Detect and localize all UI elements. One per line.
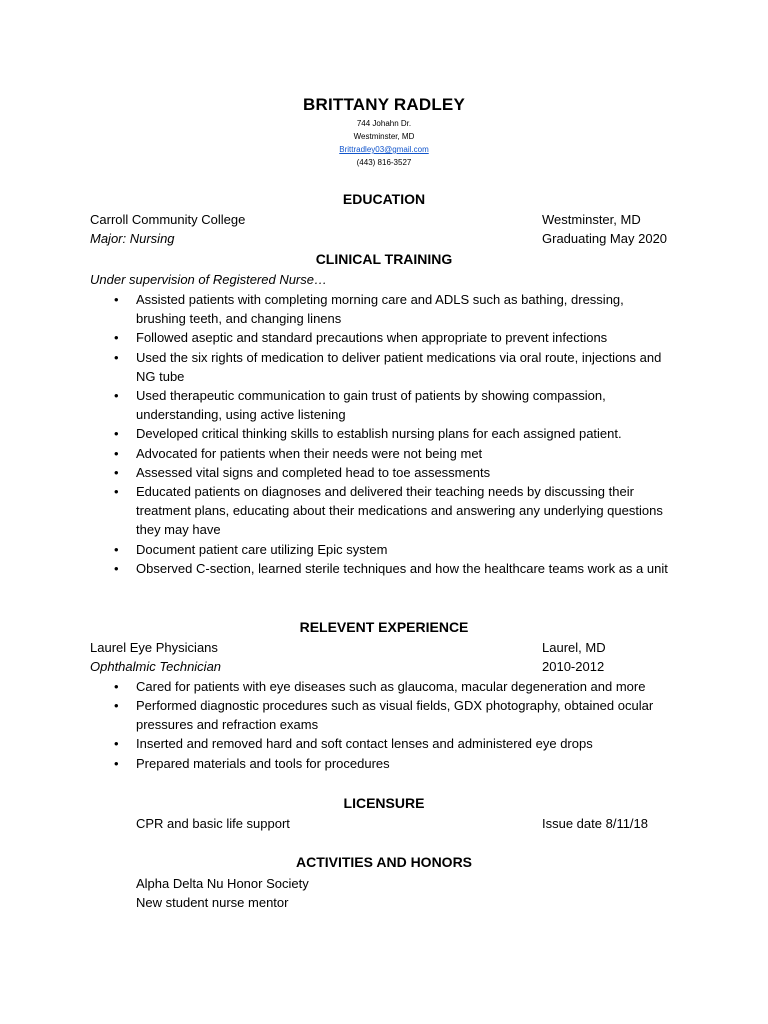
bullet-icon: • [114, 698, 119, 713]
clinical-intro: Under supervision of Registered Nurse… [90, 272, 327, 287]
list-item [114, 348, 674, 386]
list-item-text: Inserted and removed hard and soft contact lenses and administered eye drops [136, 736, 593, 751]
activities-heading: ACTIVITIES AND HONORS [295, 854, 473, 870]
list-item [114, 444, 674, 463]
bullet-icon: • [114, 736, 119, 751]
bullet-icon: • [114, 350, 119, 365]
school-name: Carroll Community College [90, 212, 246, 227]
bullet-icon: • [114, 465, 119, 480]
list-item-text: Cared for patients with eye diseases such as glaucoma, macular degeneration and more [136, 679, 646, 694]
list-item-text: Performed diagnostic procedures such as visual fields, GDX photography, obtained ocular pressures and refraction exams [136, 698, 654, 732]
experience-heading: RELEVENT EXPERIENCE [299, 619, 469, 635]
list-item [114, 463, 674, 482]
list-item [114, 482, 674, 539]
bullet-icon: • [114, 330, 119, 345]
bullet-icon: • [114, 426, 119, 441]
licensure-heading: LICENSURE [343, 795, 425, 811]
education-heading: EDUCATION [342, 191, 426, 207]
clinical-heading: CLINICAL TRAINING [315, 251, 453, 267]
list-item-text: Document patient care utilizing Epic system [136, 542, 388, 557]
list-item [114, 424, 674, 443]
list-item [114, 290, 674, 328]
bullet-icon: • [114, 561, 119, 576]
school-location: Westminster, MD [542, 212, 641, 227]
email-link[interactable]: Brittradley03@gmail.com [339, 145, 429, 154]
list-item-text: Observed C-section, learned sterile techniques and how the healthcare teams work as a unit [136, 561, 668, 576]
list-item-text: Used therapeutic communication to gain trust of patients by showing compassion, understanding, using active listening [136, 388, 606, 422]
bullet-icon: • [114, 446, 119, 461]
list-item-text: Used the six rights of medication to deliver patient medications via oral route, injections and NG tube [136, 350, 662, 384]
activity-item: New student nurse mentor [136, 895, 289, 910]
applicant-name: BRITTANY RADLEY [303, 95, 465, 114]
employer-location: Laurel, MD [542, 640, 606, 655]
bullet-icon: • [114, 388, 119, 403]
license-issue-date: Issue date 8/11/18 [542, 816, 649, 831]
list-item [114, 540, 674, 559]
phone-number: (443) 816-3527 [356, 158, 412, 167]
list-item [114, 696, 674, 734]
activity-item: Alpha Delta Nu Honor Society [136, 876, 309, 891]
list-item-text: Followed aseptic and standard precautions when appropriate to prevent infections [136, 330, 608, 345]
bullet-icon: • [114, 292, 119, 307]
list-item [114, 734, 674, 753]
bullet-icon: • [114, 756, 119, 771]
major: Major: Nursing [90, 231, 175, 246]
list-item-text: Assessed vital signs and completed head to toe assessments [136, 465, 491, 480]
employment-dates: 2010-2012 [542, 659, 605, 674]
street-address: 744 Johahn Dr. [356, 119, 412, 128]
list-item [114, 328, 674, 347]
bullet-icon: • [114, 679, 119, 694]
bullet-icon: • [114, 484, 119, 499]
list-item-text: Developed critical thinking skills to establish nursing plans for each assigned patient. [136, 426, 622, 441]
list-item-text: Advocated for patients when their needs were not being met [136, 446, 483, 461]
job-title: Ophthalmic Technician [90, 659, 222, 674]
employer-name: Laurel Eye Physicians [90, 640, 218, 655]
license-item: CPR and basic life support [136, 816, 290, 831]
list-item-text: Assisted patients with completing morning care and ADLS such as bathing, dressing, brushing teeth, and changing linens [136, 292, 624, 326]
list-item-text: Educated patients on diagnoses and delivered their teaching needs by discussing their treatment plans, educating about their medications and answering any underlying questions they may have [136, 484, 663, 537]
list-item [114, 677, 674, 696]
city-state: Westminster, MD [353, 132, 415, 141]
list-item [114, 754, 674, 773]
list-item [114, 386, 674, 424]
list-item [114, 559, 674, 578]
list-item-text: Prepared materials and tools for procedures [136, 756, 390, 771]
graduation-date: Graduating May 2020 [542, 231, 668, 246]
bullet-icon: • [114, 542, 119, 557]
